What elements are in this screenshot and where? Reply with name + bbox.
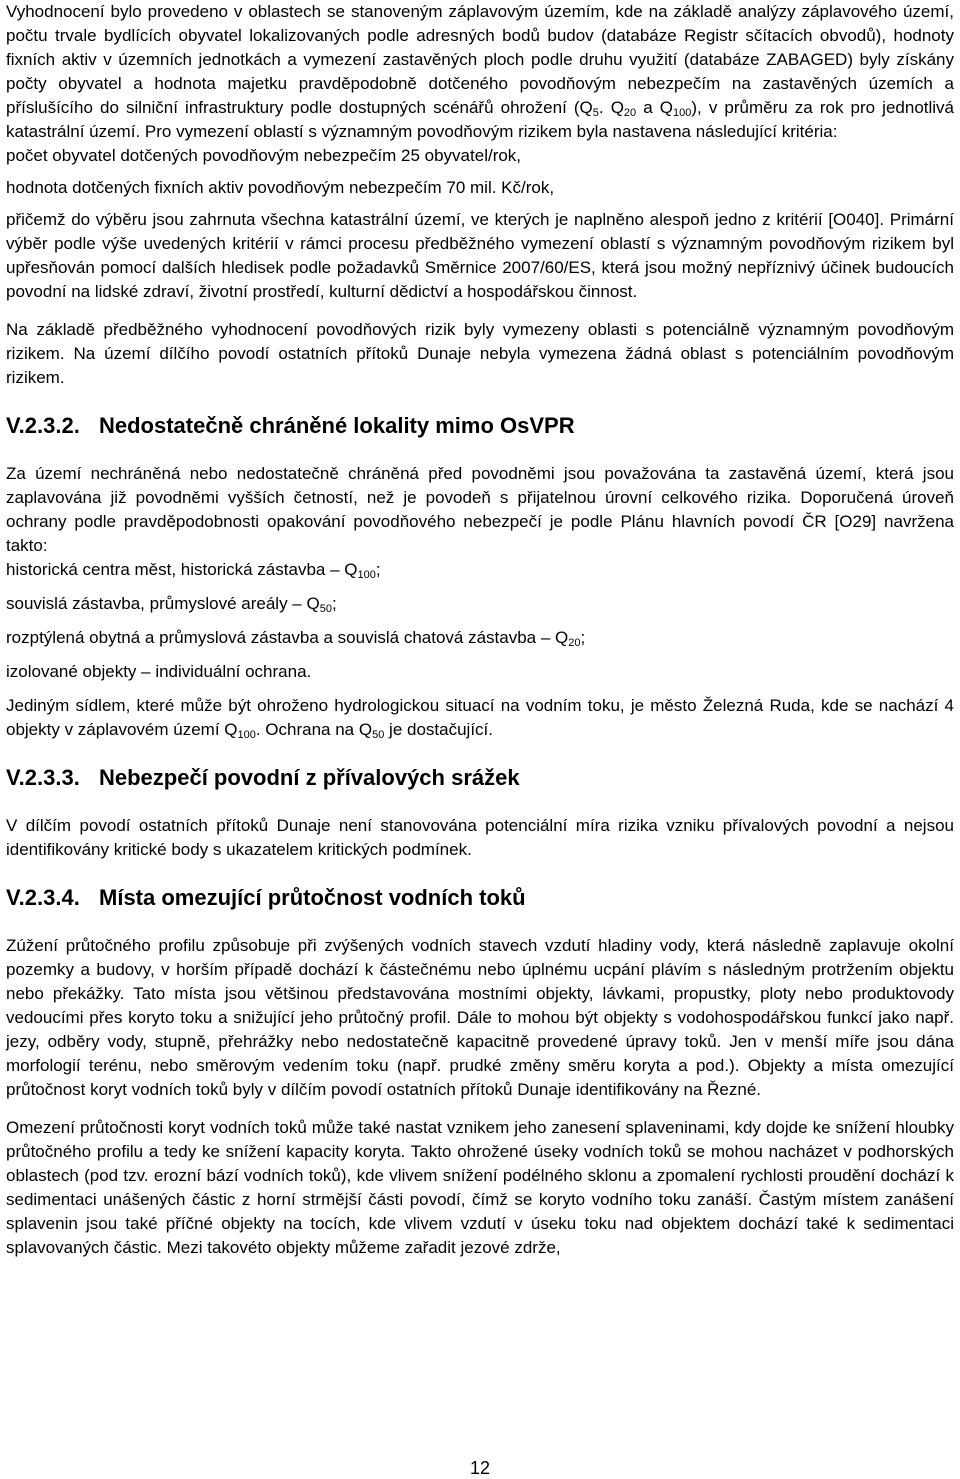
protection-levels-list <box>6 558 954 684</box>
list-item: historická centra měst, historická zástavba – $Q_{100}$; <box>6 560 381 581</box>
list-item: izolované objekty – individuální ochrana. <box>6 662 312 681</box>
list-item: souvislá zástavba, průmyslové areály – $Q_{50}$; <box>6 594 337 615</box>
section-2-paragraph-1: Za území nechráněná nebo nedostatečně chráněná před povodněmi jsou považována ta zastavěná území, která jsou zaplavována již povodněmi vyšších četností, než je povodeň s přijatelnou úrovní celkového rizika. Doporučená úroveň ochrany podle pravděpodobnosti opakování povodňového nebezpečí je podle Plánu hlavních povodí ČR [O29] navržena takto: <box>6 464 954 555</box>
criteria-list <box>6 144 954 200</box>
section-heading-3: V.2.3.3. Nebezpečí povodní z přívalových srážek <box>6 765 520 790</box>
list-item: hodnota dotčených fixních aktiv povodňovým nebezpečím 70 mil. Kč/rok, <box>6 178 555 197</box>
page-number: 12 <box>469 1458 491 1478</box>
intro-paragraph-3: Na základě předběžného vyhodnocení povodňových rizik byly vymezeny oblasti s potenciálně významným povodňovým rizikem. Na území dílčího povodí ostatních přítoků Dunaje nebyla vymezena žádná oblast s potenciálním povodňovým rizikem. <box>6 320 954 387</box>
section-heading-2: V.2.3.2. Nedostatečně chráněné lokality mimo OsVPR <box>6 413 575 438</box>
section-heading-4: V.2.3.4. Místa omezující průtočnost vodních toků <box>6 885 526 910</box>
section-4-paragraph-1: Zúžení průtočného profilu způsobuje při zvýšených vodních stavech vzdutí hladiny vody, která následně zaplavuje okolní pozemky a budovy, v horším případě dochází k částečnému nebo úplnému ucpání plávím s následným protržením objektu nebo překážky. Tato místa jsou většinou představována mostními objekty, lávkami, propustky, ploty nebo produktovody vedoucími přes koryto toku a snižující jeho průtočný profil. Dále to mohou být objekty s vodohospodářskou funkcí jako např. jezy, odběry vody, stupně, přehrážky nebo nedostatečně kapacitně provedené úpravy toků. Jen v menší míře jsou dána morfologií terénu, nebo směrovým vedením toku (např. prudké změny směru koryta a pod.). Objekty a místa omezující průtočnost koryt vodních toků byly v dílčím povodí ostatních přítoků Dunaje identifikovány na Řezné. <box>6 936 954 1099</box>
intro-paragraph-1: Vyhodnocení bylo provedeno v oblastech se stanoveným záplavovým územím, kde na základě analýzy záplavového území, počtu trvale bydlících obyvatel lokalizovaných podle adresných bodů budov (databáze Registr sčítacích obvodů), hodnoty fixních aktiv v územních jednotkách a vymezení zastavěných ploch podle druhu využití (databáze ZABAGED) byly získány počty obyvatel a hodnota majetku pravděpodobně dotčeného povodňovým nebezpečím na zastavěných územích a příslušícího do silniční infrastruktury podle dostupných scénářů ohrožení ($Q_5$. $Q_{20}$ a $Q_{100}$), v průměru za rok pro jednotlivá katastrální území. Pro vymezení oblastí s významným povodňovým rizikem byla nastavena následující kritéria: <box>6 2 955 141</box>
document-page <box>6 0 954 1260</box>
list-item: rozptýlená obytná a průmyslová zástavba a souvislá chatová zástavba – $Q_{20}$; <box>6 628 586 649</box>
section-4-paragraph-2: Omezení průtočnosti koryt vodních toků může také nastat vznikem jeho zanesení splaveninami, kdy dojde ke snížení hloubky průtočného profilu a tedy ke snížení kapacity koryta. Takto ohrožené úseky vodních toků se mohou nacházet v podhorských oblastech (pod tzv. erozní bází vodních toků), kde vlivem snížení podélného sklonu a zpomalení rychlosti proudění dochází k sedimentaci unášených částic z horní strmější části povodí, čímž se koryto vodního toku zanáší. Častým místem zanášení splavenin jsou také příčné objekty na tocích, kde vlivem vzdutí v úseku toku nad objektem dochází také k sedimentaci splavovaných částic. Mezi takovéto objekty můžeme zařadit jezové zdrže, <box>6 1118 954 1257</box>
section-2-paragraph-2: Jediným sídlem, které může být ohroženo hydrologickou situací na vodním toku, je město Železná Ruda, kde se nachází 4 objekty v záplavovém území $Q_{100}$. Ochrana na $Q_{50}$ je dostačující. <box>6 696 954 741</box>
intro-paragraph-2: přičemž do výběru jsou zahrnuta všechna katastrální území, ve kterých je naplněno alespoň jedno z kritérií [O040]. Primární výběr podle výše uvedených kritérií v rámci procesu předběžného vymezení oblastí s významným povodňovým rizikem byl upřesňován pomocí dalších hledisek podle požadavků Směrnice 2007/60/ES, která jsou možný nepříznivý účinek budoucích povodní na lidské zdraví, životní prostředí, kulturní dědictví a hospodářskou činnost. <box>6 210 954 301</box>
section-3-paragraph-1: V dílčím povodí ostatních přítoků Dunaje není stanovována potenciální míra rizika vzniku přívalových povodní a nejsou identifikovány kritické body s ukazatelem kritických podmínek. <box>6 816 954 859</box>
list-item: počet obyvatel dotčených povodňovým nebezpečím 25 obyvatel/rok, <box>6 146 522 165</box>
